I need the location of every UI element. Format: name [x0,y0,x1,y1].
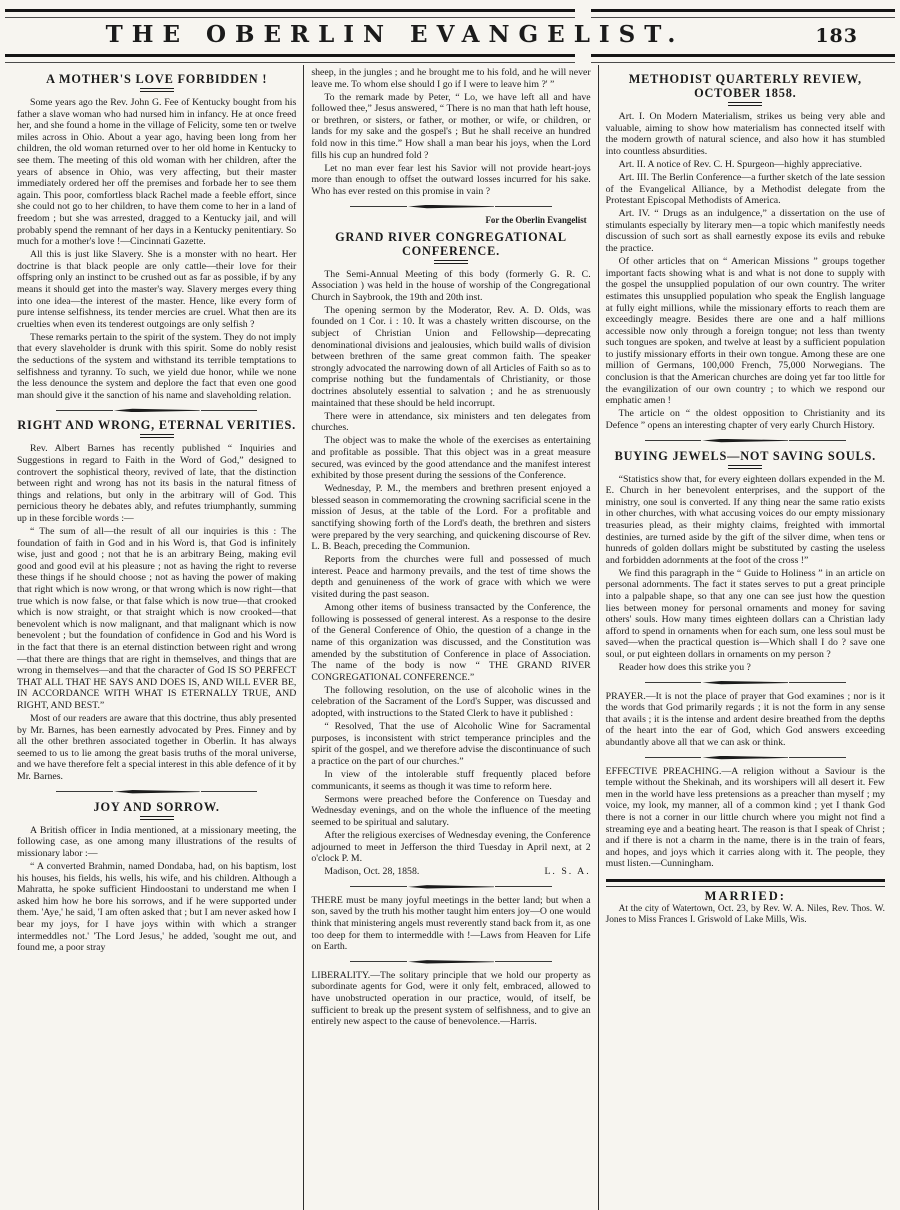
article-methodist-review [606,72,885,432]
married-title: MARRIED: [704,888,786,903]
paragraph: Sermons were preached before the Conference on Tuesday and Wednesday evenings, and on the whole the influence of the meeting seemed to be spiritual and salutary. [311,793,591,828]
paragraph: Art. IV. “ Drugs as an indulgence,” a dissertation on the use of stimulants especially by literary men—a topic which manifestly needs discussion of such sort as shall earnestly expose its evils and rebuke the practice. [605,208,885,255]
section-divider [350,205,551,209]
section-divider [56,408,257,412]
paragraph: Among other items of business transacted by the Conference, the following is possessed of general interest. As a response to the desire of the General Conference of Ohio, the question of a change in the name of this organization was discussed, and the Constitution was amended by the substitution of Conference in place of Association. The name of the body is now “ THE GRAND RIVER CONGREGATIONAL CONFERENCE.” [311,602,591,683]
column-1 [10,65,303,1210]
paragraph: “Statistics show that, for every eighteen dollars expended in the M. E. Church in her benevolent enterprises, and the support of the ministry, one soul is converted. If any thing near the same ratio exists in other churches, with what accusing voices do our empty missionary treasuries plead, as their mighty claims, freighted with immortal destinies, are turned aside by the gift of the silver dime, when tens or hunreds of golden dollars might be substituted by casting the useless and forbidden adornments at the foot of the cross !” [605,473,885,566]
masthead-top-rule [0,9,900,18]
byline: For the Oberlin Evangelist [485,214,587,225]
paragraph: Art. III. The Berlin Conference—a further sketch of the late session of the Evangelical Alliance, by a Methodist delegate from the Protestant Episcopal Methodists of America. [605,171,885,207]
masthead-bottom-rule [0,54,900,63]
married-section-rule [606,879,885,887]
column-2 [304,65,597,1210]
paragraph: “ The sum of all—the result of all our inquiries is this : The foundation of faith in God and in his Word is, that God is infinitely wise, just and good ; not that he is an arbitrary Being, making evil good and good evil at his pleasure ; not as having the right to reverse these things if he should choose ; not as having the power of making that right which is now wrong, or that wrong which is now right—that true which is now false, or that false which is now true—that crooked which is now straight, or that straight which is now crooked—that benevolent which is now malignant, and that malignant which is now benevolent ; but the foundation of confidence in God and his Word is in the fact that there is an eternal distinction between right and wrong—that there are things that are right in themselves, and things that are wrong in themselves—and that the character of God IS SO PERFECT THAT ALL THAT HE SAYS AND DOES IS, AND WILL EVER BE, IN ACCORDANCE WITH WHAT IS ETERNALLY TRUE, AND RIGHT, AND BEST.” [17,526,297,711]
masthead [0,0,900,63]
marriage-notice: At the city of Watertown, Oct. 23, by Rev. W. A. Niles, Rev. Thos. W. Jones to Miss Frances I. Griswold of Lake Mills, Wis. [605,903,885,926]
paragraph: These remarks pertain to the spirit of the system. They do not imply that every slaveholder is drunk with this spirit. Some do nobly resist the seductions of the system and withstand its terrible temptations to selfishness and tyranny. To such, we yield due honor, while we none the less denounce the system and deplore the fact that even one good man should give it the sanction of his name and slaveholding relation. [17,331,297,401]
paragraph: In view of the intolerable stuff frequently placed before communicants, it seems as though it was time to reform here. [311,768,591,792]
paragraph: There were in attendance, six ministers and ten delegates from churches. [311,410,591,434]
news-item-prayer: PRAYER.—It is not the place of prayer that God examines ; nor is it the words that God primarily regards ; it is not the form in any sense that avails ; it is the intense and ardent desire breathed from the depths of the heart into the ear of God, which God answers exceeding abundantly above all that we can ask or think. [605,690,885,748]
page-body [0,63,900,1210]
news-item-liberality: LIBERALITY.—The solitary principle that we hold our property as subordinate agents for God, were it only felt, embraced, allowed to have unobstructed operation in our practice, would, of itself, be sufficient to break up the present system of selfishness, and to give an entirely new aspect to the cause of benevolence.—Harris. [311,969,591,1028]
paper-title: THE OBERLIN EVANGELIST. [105,21,685,48]
article-title: GRAND RIVER CONGREGATIONAL CONFERENCE. [335,229,567,258]
heading-ornament [434,260,468,264]
news-item-better-land: THERE must be many joyful meetings in the better land; but when a son, saved by the truth his mother taught him enters joy—O one would think that ministering angels must reverently stand back from it, as one too deep for them to intermeddle with !—Laws from Heaven for Life on Earth. [311,894,591,953]
article-title: A MOTHER'S LOVE FORBIDDEN ! [46,72,268,86]
paragraph: The object was to make the whole of the exercises as entertaining and profitable as possible. That this object was in a great measure secured, was evinced by the good attendance and the manifest interest exhibited by those present during the sessions of the Conference. [311,435,591,482]
paragraph: Art. II. A notice of Rev. C. H. Spurgeon—highly appreciative. [618,158,862,170]
news-item-effective-preaching: EFFECTIVE PREACHING.—A religion without a Saviour is the temple without the Shekinah, and its worshipers will all desert it. Few men in the world have less pretensions as a preacher than myself ; my voice, my look, my manner, all of a common kind ; yet I thank God there is not a corner in our little church where you might not find a streaming eye and a beating heart. The reason is that I speak of Christ ; and if there is not a charm in the name, there is in the train of fears, and hopes, and joys which it carries along with it. The people, they must listen.—Cunningham. [605,765,885,870]
article-title: RIGHT AND WRONG, ETERNAL VERITIES. [17,418,296,433]
paragraph: “ A converted Brahmin, named Dondaba, had, on his baptism, lost his houses, his fields, his wells, his wife, and his children. Although a Mahratta, he spoke sufficient Hindoostani to understand me when I asked him how he bore his sorrows, and if he were supported under them. 'Aye,' he said, 'I am often asked that ; but I am never asked how I bear my joys, for I have joys within with which a stranger intermeddles not.' 'The Lord Jesus,' he added, 'sought me out, and found me, a poor stray [17,860,297,954]
paragraph: sheep, in the jungles ; and he brought me to his fold, and he will never leave me. To whom else should I go if I were to leave him ?' ” [311,67,591,90]
paragraph: The following resolution, on the use of alcoholic wines in the celebration of the Sacrament of the Lord's Supper, was discussed and adopted, with instructions to the Stated Clerk to have it published : [311,684,591,719]
article-title: METHODIST QUARTERLY REVIEW, OCTOBER 1858. [628,72,862,100]
article-title: JOY AND SORROW. [93,799,220,814]
paragraph: Reports from the churches were full and possessed of much interest. Peace and harmony prevails, and the test of time shows the depth and genuineness of the work of grace with which we were visited during the past season. [311,554,591,601]
paragraph: To the remark made by Peter, “ Lo, we have left all and have followed thee,” Jesus answered, “ There is no man that hath left house, or brethren, or sisters, or father, or mother, or wife, or children, or lands for my sake and the gospel's ; But he shall receive an hundred fold now in this time.” How shall a man bear his joys, when the Lord fills his cup an hundred fold ? [311,91,591,161]
heading-ornament [140,816,174,820]
section-divider [56,790,257,794]
article-right-and-wrong [17,418,296,782]
article-grand-river-conference [311,215,590,878]
paragraph: Some years ago the Rev. John G. Fee of Kentucky bought from his father a slave woman who had nursed him in infancy. He at once freed her, and she found a home in the village of Felicity, some ten or twelve miles across in Ohio. About a year ago, having been long from her children, the old woman returned over to her old home in Kentucky to see them. The meeting of this old woman with her children, after the years of absence in Ohio, was very affecting, but their master immediately ordered her off the premises and forbade her to see them again. This poor, comfortless black Rachel made a feeble effort, since she could not go to her children, to have them come to her in a land of freedom ; but she was arrested, dragged to a Kentucky jail, and will probably spend the remnant of her days in a Kentucky penitentiary. So much for a mother's love !—Cincinnati Gazette. [17,97,297,248]
article-buying-jewels [606,449,885,674]
article-joy-and-sorrow [17,800,296,954]
married-section [605,888,885,927]
paragraph: Wednesday, P. M., the members and brethren present enjoyed a blessed season in commemorating the crowning sacrificial scene in the mission of Jesus, at the table of the Lord. For a profitable and sanctifying showing forth of the Lord's death, the brethren and sisters were prepared by the very searching, and quickening discourse of Rev. L. B. Beach, preceding the Communion. [311,483,591,553]
page-number: 183 [815,25,858,47]
paragraph: We find this paragraph in the “ Guide to Holiness ” in an article on personal adornments. The fact it states serves to put a great principle into a palpable shape, so that any one can see just how the question lies between money for personal ornaments and money for saving others' souls. How many times eighteen dollars can a Christian lady afford to spend in ornaments when for each sum, one less soul must be saved—when the practical question is—Which shall I do ? save one soul, or put eighteen dollars in ornaments on my person ? [605,567,885,660]
heading-ornament [728,102,762,106]
heading-ornament [728,465,762,469]
heading-ornament [140,88,174,92]
paragraph: The opening sermon by the Moderator, Rev. A. D. Olds, was founded on 1 Cor. i : 10. It was a chastely written discourse, on the subject of Christian Union and Fellowship—deprecating denominational divisions and jealousies, which build walls of division between brethren of the same great common faith. The speaker strongly advocated the narrowing down of all Articles of Faith so as to comprise nothing but the fundamentals of Christianity, or those doctrines absolutely essential to salvation ; and he as strenuously maintained that these should be held incorrupt. [311,304,591,409]
section-divider [645,439,846,443]
heading-ornament [140,434,174,438]
paragraph: “ Resolved, That the use of Alcoholic Wine for Sacramental purposes, is inconsistent with strict temperance principles and the spirit of the gospel, and we therefore advise the discontinuance of such a practice on the part of our churches.” [311,721,591,767]
section-divider [350,960,551,964]
section-divider [645,681,846,685]
paragraph: The article on “ the oldest opposition to Christianity and its Defence ” opens an interesting chapter of very early Church History. [605,408,885,431]
column-3 [599,65,892,1210]
paragraph: After the religious exercises of Wednesday evening, the Conference adjourned to meet in Jefferson the third Tuesday in April next, at 2 o'clock P. M. [311,829,591,865]
article-title: BUYING JEWELS—NOT SAVING SOULS. [614,448,877,463]
article-mothers-love [17,72,296,401]
paragraph: Reader how does this strike you ? [618,662,751,674]
paragraph: All this is just like Slavery. She is a monster with no heart. Her doctrine is that black people are only cattle—their love for their offspring only an instinct to be crushed out as far as possible, if by any means it should get into the master's way. Slavery merges every thing into one idea—the interest of the master. Hence, like every form of pure intense selfishness, its tender mercies are cruel. What then are its cruelties when even its tenderest outgoings are only selfish ? [17,249,297,330]
paragraph: A British officer in India mentioned, at a missionary meeting, the following case, as one among many illustrations of the results of missionary labor :— [17,824,297,859]
section-divider [645,756,846,760]
paragraph: Rev. Albert Barnes has recently published “ Inquiries and Suggestions in regard to Faith in the Word of God,” designed to controvert the sophistical theory, revived of late, that the distinction between right and wrong has not its basis in the natural fitness of things and relations, but only in the arbitrary will of God. This pernicious theory he debates ably, and refutes triumphantly, summing up in these forcible words :— [17,443,297,524]
joy-and-sorrow-continuation [311,67,590,198]
paragraph: The Semi-Annual Meeting of this body (formerly G. R. C. Association ) was held in the house of worship of the Congregational Church in Saybrook, the 19th and 20th inst. [311,268,591,303]
paragraph: Let no man ever fear lest his Savior will not provide heart-joys more than enough to offset the outward losses incurred for his sake. Who has ever rested on this promise in vain ? [311,162,591,197]
signoff-line [311,866,590,878]
section-divider [350,885,551,889]
paragraph: Most of our readers are aware that this doctrine, thus ably presented by Mr. Barnes, has been earnestly advocated by Pres. Finney and by all the other brethren associated together in Oberlin. It has always seemed to us to lie among the great basis truths of the moral universe, and we have therefore felt a special interest in this able defence of it by Mr. Barnes. [17,713,297,783]
paragraph: Art. I. On Modern Materialism, strikes us being very able and valuable, aiming to show how materialism has connected itself with the modern growth of natural science, and also how it has stumbled into countless absurdities. [605,111,885,157]
paragraph: Of other articles that on “ American Missions ” groups together important facts showing what is and what is not done to supply with the gospel the unsupplied population of our own country. The writer estimates this unsupplied population who speak the English language at fully eight millions, while the missionary efforts to reach them are exceedingly meagre. Besides there are one and a half millions accessible now only through a foreign tongue; not less than twenty such tongues are spoken, and twelve at least by a sufficient population to justify missionary efforts in their own tongue. Among these are one million of Germans, 100,000 French, 75,000 Norwegians. The conclusion is that the American churches are doing yet far too little for the evangilization of our own country ; to which we respond our emphatic amen ! [605,256,885,407]
signature: L. S. A. [544,866,591,878]
dateline: Madison, Oct. 28, 1858. [324,866,420,878]
